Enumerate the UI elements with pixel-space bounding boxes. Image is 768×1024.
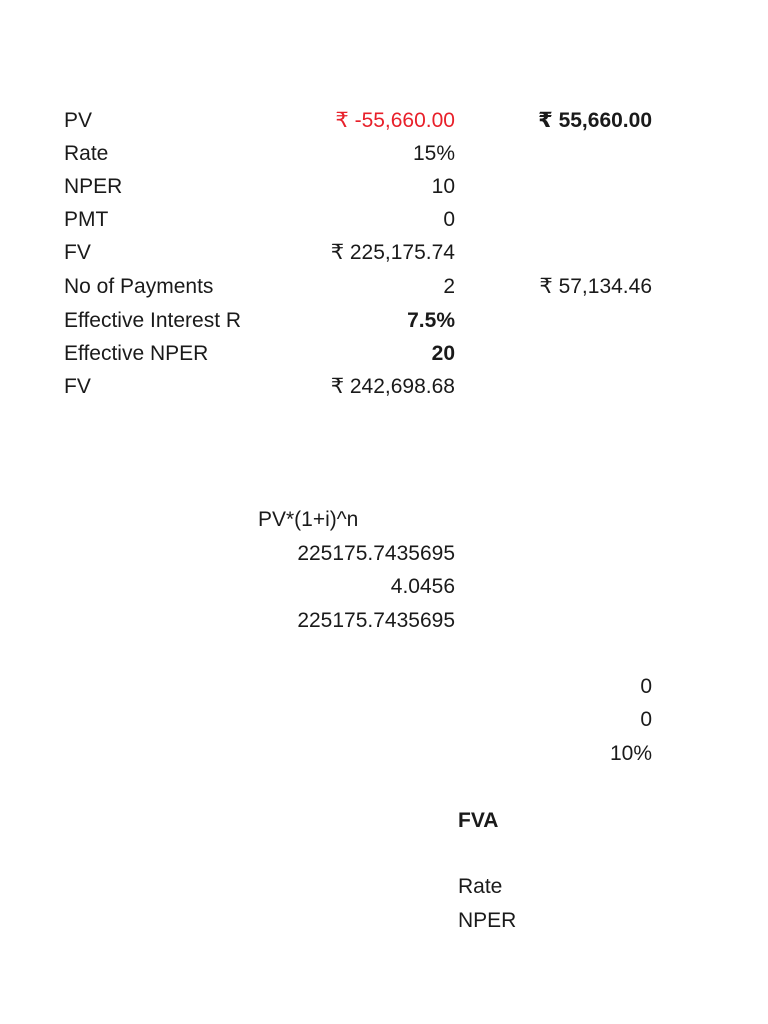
calc-line-3: 225175.7435695 bbox=[297, 609, 455, 632]
value-fv: ₹ 225,175.74 bbox=[330, 241, 455, 264]
label-fv-effective: FV bbox=[64, 375, 91, 398]
label-effective-interest: Effective Interest R bbox=[64, 309, 242, 332]
value-pmt: 0 bbox=[443, 208, 455, 231]
fva-rate-label: Rate bbox=[458, 875, 503, 898]
label-rate: Rate bbox=[64, 142, 109, 165]
label-pmt: PMT bbox=[64, 208, 109, 231]
value-payment-amount: ₹ 57,134.46 bbox=[539, 275, 652, 298]
side-value-1: 0 bbox=[640, 675, 652, 698]
calc-line-1: 225175.7435695 bbox=[297, 542, 455, 565]
value-effective-nper: 20 bbox=[431, 342, 455, 365]
value-no-of-payments: 2 bbox=[443, 275, 455, 298]
value-effective-interest: 7.5% bbox=[407, 309, 455, 332]
label-pv: PV bbox=[64, 109, 93, 132]
fva-nper-label: NPER bbox=[458, 909, 517, 932]
side-value-3: 10% bbox=[609, 742, 652, 765]
value-nper: 10 bbox=[431, 175, 455, 198]
label-fv: FV bbox=[64, 241, 91, 264]
value-rate: 15% bbox=[412, 142, 455, 165]
side-value-2: 0 bbox=[640, 708, 652, 731]
calc-line-2: 4.0456 bbox=[390, 575, 455, 598]
label-effective-nper: Effective NPER bbox=[64, 342, 209, 365]
formula-text: PV*(1+i)^n bbox=[258, 508, 359, 531]
fva-title: FVA bbox=[458, 809, 499, 832]
label-nper: NPER bbox=[64, 175, 123, 198]
value-pv: ₹ -55,660.00 bbox=[335, 109, 455, 132]
label-no-of-payments: No of Payments bbox=[64, 275, 214, 298]
value-pv-absolute: ₹ 55,660.00 bbox=[538, 109, 652, 132]
value-fv-effective: ₹ 242,698.68 bbox=[330, 375, 455, 398]
